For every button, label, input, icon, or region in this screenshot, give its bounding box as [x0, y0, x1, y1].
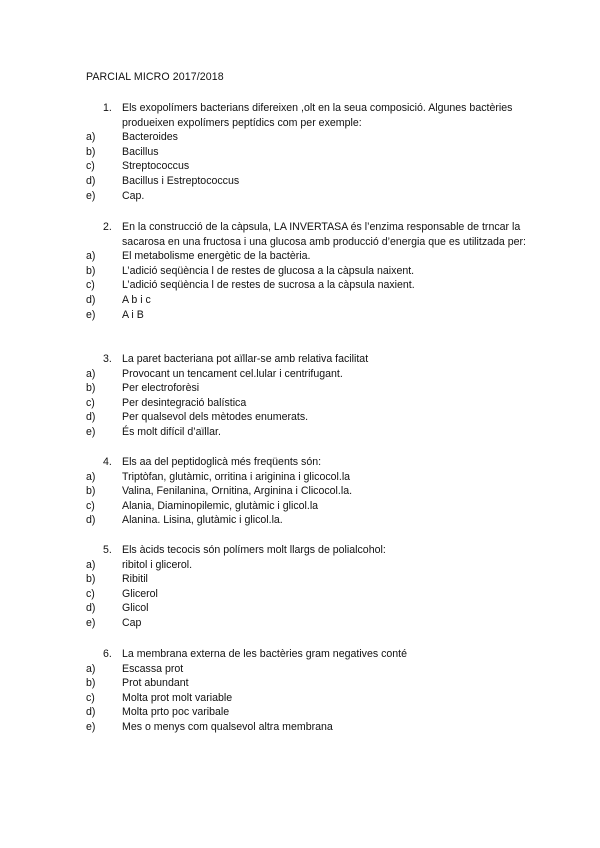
question-2 [86, 220, 526, 322]
answer-option [86, 572, 526, 587]
question-text: En la construcció de la càpsula, LA INVERTASA és l’enzima responsable de trncar la sacarosa en una fructosa i una glucosa amb producció d’energia que es utilitzada per: [122, 221, 526, 248]
option-text: Triptòfan, glutàmic, orritina i ariginina i glicocol.la [122, 470, 351, 483]
option-text: És molt difícil d’aïllar. [122, 425, 221, 438]
option-label: d) [86, 514, 96, 527]
answer-option [86, 705, 526, 720]
option-label: c) [86, 396, 95, 409]
option-label: b) [86, 573, 96, 586]
option-text: ribitol i glicerol. [122, 558, 193, 571]
question-text: Els exopolímers bacterians difereixen ,olt en la seua composició. Algunes bactèries produeixen expolímers peptídics com per exemple: [122, 102, 513, 129]
question-text: La membrana externa de les bactèries gram negatives conté [122, 648, 408, 660]
option-label: a) [86, 250, 96, 263]
option-label: e) [86, 720, 96, 733]
option-label: b) [86, 485, 96, 498]
option-text: Per qualsevol dels mètodes enumerats. [122, 411, 309, 424]
question-stem [86, 455, 526, 470]
option-label: a) [86, 131, 96, 144]
option-label: a) [86, 367, 96, 380]
option-label: e) [86, 189, 96, 202]
option-label: c) [86, 587, 95, 600]
answer-option [86, 587, 526, 602]
option-text: Glicol [122, 602, 149, 615]
option-label: b) [86, 145, 96, 158]
question-text: Els àcids tecocis són polímers molt llargs de polialcohol: [122, 544, 386, 556]
option-label: d) [86, 411, 96, 424]
option-text: Escassa prot [122, 662, 184, 675]
question-number: 5. [103, 544, 112, 556]
option-label: a) [86, 470, 96, 483]
option-label: e) [86, 425, 96, 438]
answer-option [86, 308, 526, 323]
question-3 [86, 352, 526, 440]
question-text: Els aa del peptidoglicà més freqüents són: [122, 456, 322, 468]
answer-option [86, 130, 526, 145]
question-stem [86, 647, 526, 662]
answer-option [86, 720, 526, 735]
question-number: 1. [103, 102, 112, 114]
answer-option [86, 145, 526, 160]
question-4 [86, 455, 526, 528]
option-text: Alanina. Lisina, glutàmic i glicol.la. [122, 514, 283, 527]
answer-option [86, 499, 526, 514]
option-text: Prot abundant [122, 677, 189, 690]
option-text: Alania, Diaminopilemic, glutàmic i glicol.la [122, 499, 319, 512]
option-label: a) [86, 558, 96, 571]
answer-option [86, 558, 526, 573]
option-label: b) [86, 677, 96, 690]
answer-option [86, 278, 526, 293]
answer-option [86, 264, 526, 279]
option-label: c) [86, 691, 95, 704]
option-text: Glicerol [122, 587, 158, 600]
option-label: e) [86, 308, 96, 321]
question-stem [86, 101, 526, 130]
option-label: d) [86, 706, 96, 719]
answer-option [86, 513, 526, 528]
option-text: Molta prot molt variable [122, 691, 233, 704]
option-label: c) [86, 499, 95, 512]
option-label: a) [86, 662, 96, 675]
option-label: d) [86, 293, 96, 306]
option-label: d) [86, 174, 96, 187]
question-number: 4. [103, 456, 112, 468]
document-title: PARCIAL MICRO 2017/2018 [86, 71, 224, 83]
answer-option [86, 174, 526, 189]
option-text: Mes o menys com qualsevol altra membrana [122, 720, 333, 733]
option-text: Ribitil [122, 573, 148, 586]
option-text: Bacteroides [122, 131, 178, 144]
option-label: c) [86, 279, 95, 292]
answer-option [86, 159, 526, 174]
option-text: El metabolisme energètic de la bactèria. [122, 250, 311, 263]
question-6 [86, 647, 526, 735]
question-number: 3. [103, 353, 112, 365]
answer-option [86, 662, 526, 677]
option-text: Molta prto poc varibale [122, 706, 230, 719]
answer-option [86, 249, 526, 264]
question-number: 6. [103, 648, 112, 660]
answer-option [86, 676, 526, 691]
answer-option [86, 470, 526, 485]
answer-option [86, 293, 526, 308]
option-text: L’adició seqüència l de restes de sucrosa a la càpsula naxient. [122, 279, 415, 292]
question-stem [86, 352, 526, 367]
option-text: Valina, Fenilanina, Ornitina, Arginina i Clicocol.la. [122, 485, 353, 498]
option-label: c) [86, 160, 95, 173]
option-label: b) [86, 264, 96, 277]
answer-option [86, 396, 526, 411]
option-text: Per electroforèsi [122, 382, 200, 395]
answer-option [86, 381, 526, 396]
answer-option [86, 189, 526, 204]
answer-option [86, 425, 526, 440]
answer-option [86, 484, 526, 499]
option-label: d) [86, 602, 96, 615]
answer-option [86, 616, 526, 631]
answer-option [86, 410, 526, 425]
option-label: b) [86, 382, 96, 395]
answer-option [86, 601, 526, 616]
option-text: Provocant un tencament cel.lular i centrifugant. [122, 367, 343, 380]
option-text: Streptococcus [122, 160, 190, 173]
option-label: e) [86, 616, 96, 629]
option-text: L’adició seqüència l de restes de glucosa a la càpsula naixent. [122, 264, 415, 277]
option-text: Per desintegració balística [122, 396, 247, 409]
option-text: Cap [122, 616, 142, 629]
question-text: La paret bacteriana pot aïllar-se amb relativa facilitat [122, 353, 369, 365]
answer-option [86, 691, 526, 706]
option-text: Cap. [122, 189, 145, 202]
option-text: Bacillus i Estreptococcus [122, 174, 240, 187]
question-stem [86, 543, 526, 558]
answer-option [86, 367, 526, 382]
question-stem [86, 220, 526, 249]
question-1 [86, 101, 526, 203]
question-5 [86, 543, 526, 631]
question-number: 2. [103, 221, 112, 233]
option-text: A b i c [122, 293, 151, 306]
option-text: A i B [122, 308, 144, 321]
option-text: Bacillus [122, 145, 159, 158]
